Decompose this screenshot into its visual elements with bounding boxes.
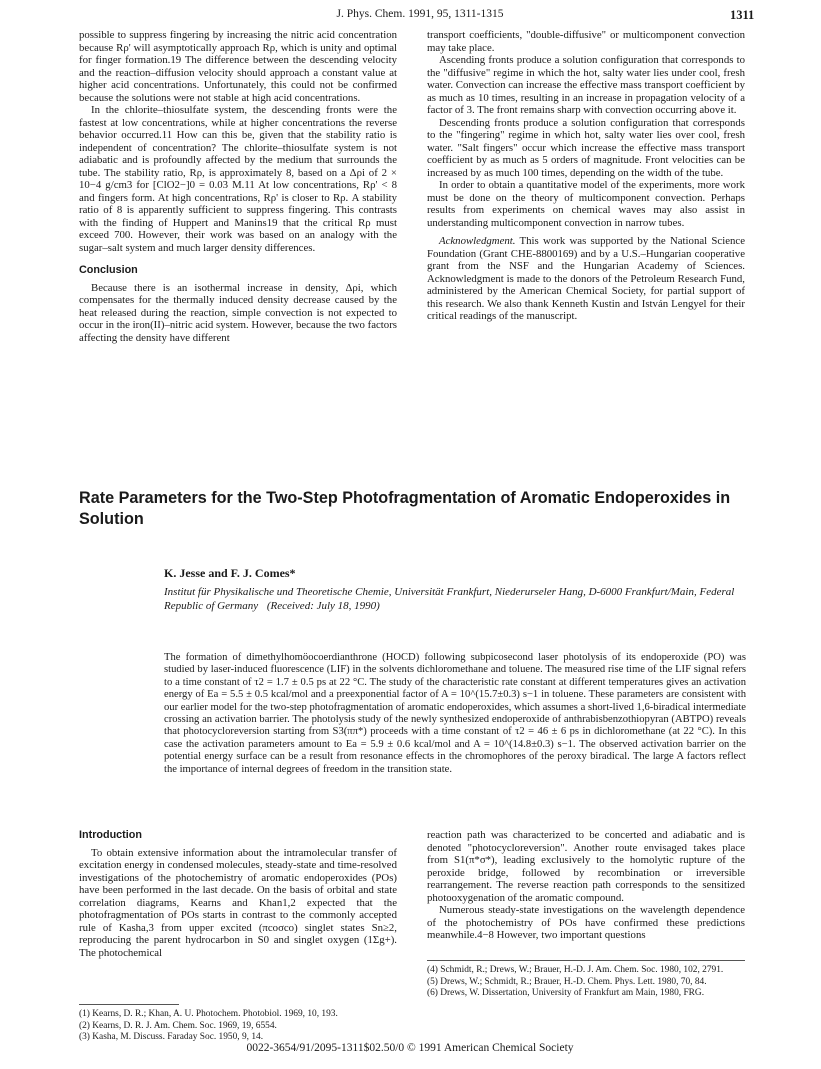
section-heading-conclusion: Conclusion — [79, 264, 138, 276]
body-paragraph: Descending fronts produce a solution configuration that corresponds to the "fingering" regime in which hot, salty water lies over cool, fresh water. "Salt fingers" occur which increase the effective mass transport coefficient by as much as 5 orders of magnitude. Front velocities can be increased by as much 100 times, depending on the width of the tube. — [427, 116, 745, 179]
acknowledgment-text: This work was supported by the National Science Foundation (Grant CHE-8800169) and by a U.S.–Hungarian cooperative grant from the NSF and the Hungarian Academy of Sciences. Acknowledgment is made to the donors of the Petroleum Research Fund, administered by the American Chemical Society, for partial support of this research. We also thank Kenneth Kustin and István Lengyel for their critical readings of the manuscript. — [427, 235, 745, 322]
intro-right-column — [427, 829, 745, 942]
acknowledgment-paragraph — [427, 235, 745, 323]
footnote: (1) Kearns, D. R.; Khan, A. U. Photochem. Photobiol. 1969, 10, 193. — [79, 1009, 338, 1019]
body-paragraph: To obtain extensive information about the intramolecular transfer of excitation energy in condensed molecules, steady-state and time-resolved investigations of the photochemistry of aromatic endoperoxides (POs) have been performed in the last decade. On the basis of orbital and state correlation diagrams, Kearns and Khan1,2 expected that the photofragmentation of POs starts in contrast to the commonly accepted rule of Kasha,3 from upper excited (πcoσco) singlet states Sn≥2, reproducing the parent hydrocarbon in S0 and singlet oxygen (1Σg+). The photochemical — [79, 846, 397, 959]
article-title: Rate Parameters for the Two-Step Photofragmentation of Aromatic Endoperoxides in Solution — [79, 489, 731, 528]
body-paragraph: In the chlorite–thiosulfate system, the descending fronts were the fastest at low concentrations, while at higher concentrations the reverse behavior occurred.11 How can this be, given that the stability ratio is independent of concentration? The chlorite–thiosulfate system is not adiabatic and is profoundly affected by the medium that surrounds the tube. The stability ratio, Rρ, is approximately 8, based on a Δρi of 2 × 10−4 g/cm3 for [ClO2−]0 = 0.03 M.11 At low concentrations, Rρ' < 8 and fingers form. At high concentrations, Rρ' is closer to Rρ. A stability ratio of 8 is apparently sufficient to suppress fingering. This contrasts with the finding of Huppert and Manins19 that the critical Rρ must exceed 700. However, their work was based on an analogy with the sugar–salt system and much larger density differences. — [79, 104, 397, 254]
footnotes-right — [427, 965, 745, 1000]
affiliation-text: Institut für Physikalische und Theoretische Chemie, Universität Frankfurt, Niederurseler Hang, D-6000 Frankfurt/Main, Federal Republic of Germany — [164, 586, 735, 612]
article-affiliation — [164, 585, 764, 613]
body-paragraph: transport coefficients, "double-diffusive" or multicomponent convection may take place. — [427, 29, 745, 54]
prev-article-right-column — [427, 29, 745, 323]
footnote: (6) Drews, W. Dissertation, University of Frankfurt am Main, 1980, FRG. — [427, 988, 705, 998]
article-abstract: The formation of dimethylhomöocoerdianthrone (HOCD) following subpicosecond laser photolysis of its endoperoxide (PO) was studied by laser-induced fluorescence (LIF) in the solvents dichloromethane and toluene. The measured rise time of the LIF signal refers to a time constant of τ2 = 1.7 ± 0.5 ps at 22 °C. The study of the characteristic rate constant at different temperatures gives an activation energy of Ea = 5.5 ± 0.5 kcal/mol and a preexponential factor of A = 10^(15.7±0.3) s−1 in toluene. These parameters are consistent with our earlier model for the two-step photofragmentation of aromatic endoperoxides, which assumes a short-lived 1,6-biradical intermediate crossing an activation barrier. The photolysis study of the newly synthesized endoperoxide of anthrabisbenzothiopyran (ABTPO) reveals that photocycloreversion starting from S3(ππ*) proceeds with a time constant of τ2 = 46 ± 6 ps in dichloromethane (at 22 °C). In this case the activation parameters amount to Ea = 5.9 ± 0.6 kcal/mol and A = 10^(14.8±0.3) s−1. The observed activation barrier on the potential energy surface can be a result from resonance effects in the chromophores of the peroxy biradical. The large A factors reflect the importance of internal degrees of freedom in the transition state. — [164, 652, 746, 775]
body-paragraph: In order to obtain a quantitative model of the experiments, more work must be done on the theory of multicomponent convection. Perhaps results from experiments on chemical waves may also assist in understanding multicomponent convection in narrow tubes. — [427, 179, 745, 229]
article-authors: K. Jesse and F. J. Comes* — [164, 566, 296, 580]
body-paragraph: Because there is an isothermal increase in density, Δρi, which compensates for the thermally induced density decrease caused by the heat released during the reaction, simple convection is not expected to occur in the iron(II)–nitric acid system. However, because the two factors affecting the density have different — [79, 281, 397, 344]
footnotes-left — [79, 1009, 397, 1044]
section-heading-introduction: Introduction — [79, 829, 142, 841]
page-footer-copyright: 0022-3654/91/2095-1311$02.50/0 © 1991 American Chemical Society — [246, 1042, 574, 1054]
page-number: 1311 — [730, 8, 755, 22]
body-paragraph: possible to suppress fingering by increasing the nitric acid concentration because Rρ' will asymptotically approach Rρ, which is unity and optimal for finger formation.19 The difference between the descending velocity and the reaction–diffusion velocity should approach a constant value at higher acid concentrations. Unfortunately, this could not be confirmed because the solutions were not stable at high acid concentrations. — [79, 29, 397, 104]
body-paragraph: reaction path was characterized to be concerted and adiabatic and is denoted "photocycloreversion". Another route envisaged takes place from S1(π*σ*), leading exclusively to the homolytic rupture of the peroxide bridge, followed by recombination or irreversible rearrangement. The reverse reaction path corresponds to the sensitized photooxygenation of the aromatic compound. — [427, 829, 745, 904]
body-paragraph: Numerous steady-state investigations on the wavelength dependence of the photochemistry of POs have confirmed these predictions meanwhile.4−8 However, two important questions — [427, 904, 745, 941]
footnote: (2) Kearns, D. R. J. Am. Chem. Soc. 1969, 19, 6554. — [79, 1020, 277, 1031]
intro-left-column — [79, 829, 397, 959]
received-date: (Received: July 18, 1990) — [266, 600, 380, 612]
footnote-rule — [427, 960, 745, 961]
footnote-rule — [79, 1004, 179, 1005]
footnote: (3) Kasha, M. Discuss. Faraday Soc. 1950, 9, 14. — [79, 1032, 264, 1042]
prev-article-left-column — [79, 29, 397, 344]
body-paragraph: Ascending fronts produce a solution configuration that corresponds to the "diffusive" regime in which the hot, salty water lies under cool, fresh water. Convection can increase the effective mass transport coefficient by as much as 10 times, resulting in an increase in propagation velocity of a factor of 3. The front remains sharp with convection occurring above it. — [427, 54, 745, 116]
running-header: J. Phys. Chem. 1991, 95, 1311-1315 — [336, 8, 504, 20]
footnote: (4) Schmidt, R.; Drews, W.; Brauer, H.-D. J. Am. Chem. Soc. 1980, 102, 2791. — [427, 965, 724, 975]
footnote: (5) Drews, W.; Schmidt, R.; Brauer, H.-D. Chem. Phys. Lett. 1980, 70, 84. — [427, 976, 707, 987]
acknowledgment-label: Acknowledgment. — [439, 235, 516, 247]
